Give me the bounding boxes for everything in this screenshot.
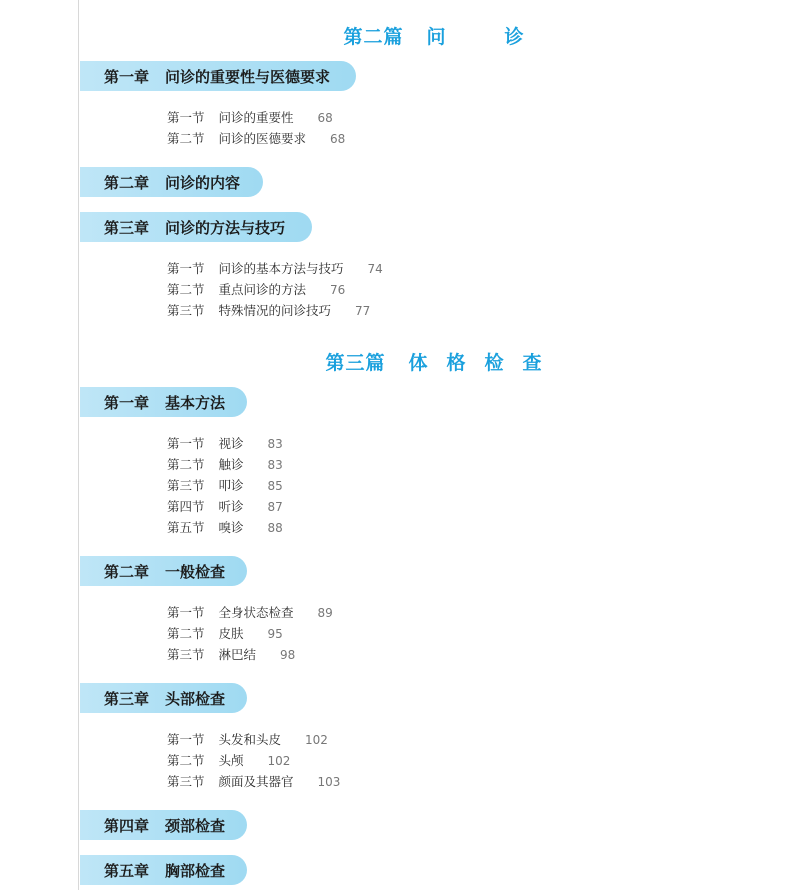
chapter-heading[interactable]: [80, 212, 312, 242]
chapter-number: 第二章: [104, 173, 150, 192]
section-page: 83: [267, 458, 283, 472]
section-entry[interactable]: [167, 625, 283, 643]
section-page: 89: [317, 606, 333, 620]
page-left-rule: [78, 0, 79, 890]
section-entry[interactable]: [167, 260, 383, 278]
section-number: 第二节: [167, 626, 205, 641]
section-title: 问诊的重要性: [218, 110, 294, 125]
section-page: 83: [267, 437, 283, 451]
chapter-title: 颈部检查: [165, 816, 226, 835]
section-number: 第一节: [167, 261, 205, 276]
section-number: 第二节: [167, 457, 205, 472]
section-number: 第二节: [167, 282, 205, 297]
section-title: 重点问诊的方法: [218, 282, 307, 297]
section-page: 102: [305, 733, 328, 747]
section-number: 第四节: [167, 499, 205, 514]
part-title-word: 第三篇: [325, 352, 386, 374]
section-page: 77: [355, 304, 371, 318]
chapter-heading[interactable]: [80, 61, 356, 91]
part-title-word: 第二篇: [343, 26, 404, 48]
part-title-word: 体: [408, 352, 429, 374]
section-entry[interactable]: [167, 752, 290, 770]
section-page: 76: [330, 283, 346, 297]
section-title: 叩诊: [218, 478, 244, 493]
section-page: 74: [367, 262, 383, 276]
section-title: 听诊: [218, 499, 244, 514]
chapter-title: 胸部检查: [165, 861, 226, 880]
section-entry[interactable]: [167, 498, 283, 516]
section-page: 95: [267, 627, 283, 641]
section-number: 第一节: [167, 732, 205, 747]
section-entry[interactable]: [167, 731, 328, 749]
section-page: 87: [267, 500, 283, 514]
section-number: 第一节: [167, 110, 205, 125]
section-title: 视诊: [218, 436, 244, 451]
section-number: 第三节: [167, 774, 205, 789]
chapter-number: 第三章: [104, 218, 150, 237]
chapter-heading[interactable]: [80, 683, 247, 713]
section-number: 第二节: [167, 753, 205, 768]
section-entry[interactable]: [167, 109, 333, 127]
section-title: 头发和头皮: [218, 732, 282, 747]
chapter-number: 第二章: [104, 562, 150, 581]
part-title-word: 格: [446, 352, 467, 374]
chapter-heading[interactable]: [80, 167, 263, 197]
section-number: 第一节: [167, 436, 205, 451]
chapter-title: 问诊的内容: [165, 173, 241, 192]
chapter-number: 第一章: [104, 67, 150, 86]
chapter-heading[interactable]: [80, 855, 247, 885]
section-page: 103: [317, 775, 341, 789]
chapter-title: 问诊的重要性与医德要求: [165, 67, 331, 86]
section-title: 问诊的医德要求: [218, 131, 307, 146]
chapter-title: 一般检查: [165, 562, 226, 581]
section-title: 头颅: [218, 753, 244, 768]
section-title: 淋巴结: [218, 647, 257, 662]
chapter-title: 基本方法: [165, 393, 226, 412]
section-number: 第二节: [167, 131, 205, 146]
section-entry[interactable]: [167, 435, 283, 453]
chapter-heading[interactable]: [80, 387, 247, 417]
section-page: 85: [267, 479, 283, 493]
section-page: 68: [317, 111, 333, 125]
section-number: 第五节: [167, 520, 205, 535]
chapter-number: 第五章: [104, 861, 150, 880]
section-entry[interactable]: [167, 604, 333, 622]
section-title: 颜面及其器官: [218, 774, 294, 789]
part-title-word: 检: [484, 352, 505, 374]
part-title-word: 诊: [504, 26, 525, 48]
chapter-title: 问诊的方法与技巧: [165, 218, 286, 237]
section-title: 触诊: [218, 457, 244, 472]
chapter-title: 头部检查: [165, 689, 226, 708]
section-entry[interactable]: [167, 302, 370, 320]
section-entry[interactable]: [167, 519, 283, 537]
section-page: 88: [267, 521, 283, 535]
chapter-number: 第一章: [104, 393, 150, 412]
part-title: [78, 348, 790, 375]
section-title: 全身状态检查: [218, 605, 294, 620]
chapter-number: 第三章: [104, 689, 150, 708]
part-title-word: 查: [522, 352, 543, 374]
section-entry[interactable]: [167, 773, 340, 791]
part-title-word: 问: [426, 26, 447, 48]
section-page: 102: [267, 754, 291, 768]
section-title: 特殊情况的问诊技巧: [218, 303, 332, 318]
part-title: [78, 22, 790, 49]
chapter-number: 第四章: [104, 816, 150, 835]
chapter-heading[interactable]: [80, 556, 247, 586]
section-title: 嗅诊: [218, 520, 244, 535]
section-entry[interactable]: [167, 477, 283, 495]
section-title: 皮肤: [218, 626, 244, 641]
section-number: 第三节: [167, 303, 205, 318]
section-number: 第三节: [167, 647, 205, 662]
section-title: 问诊的基本方法与技巧: [218, 261, 344, 276]
section-number: 第三节: [167, 478, 205, 493]
section-entry[interactable]: [167, 456, 283, 474]
section-entry[interactable]: [167, 281, 345, 299]
chapter-heading[interactable]: [80, 810, 247, 840]
section-entry[interactable]: [167, 646, 295, 664]
section-page: 98: [280, 648, 296, 662]
section-entry[interactable]: [167, 130, 345, 148]
section-number: 第一节: [167, 605, 205, 620]
section-page: 68: [330, 132, 346, 146]
